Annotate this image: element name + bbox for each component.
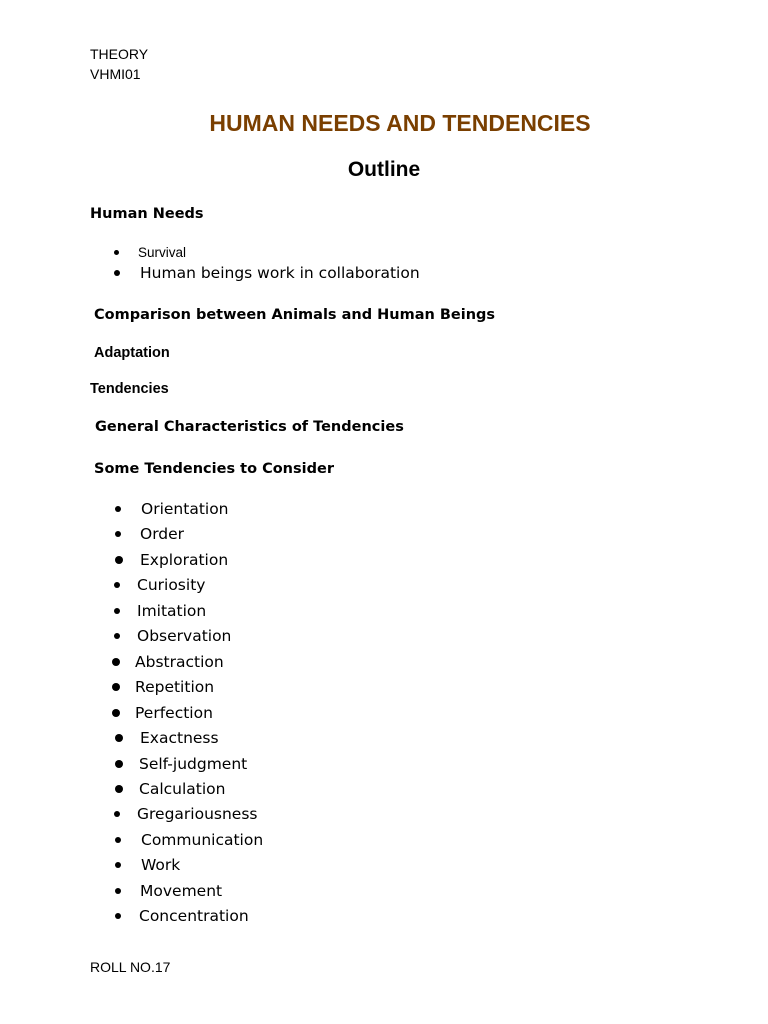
document-title: HUMAN NEEDS AND TENDENCIES bbox=[209, 110, 591, 136]
bullet-icon bbox=[114, 633, 120, 639]
tendency-item-text: Exploration bbox=[140, 550, 229, 569]
tendency-item bbox=[115, 498, 229, 520]
tendency-item-text: Movement bbox=[140, 881, 223, 900]
tendency-item-text: Concentration bbox=[139, 907, 249, 926]
tendency-item-text: Curiosity bbox=[137, 576, 206, 595]
course-label: THEORY bbox=[90, 46, 149, 62]
bullet-icon bbox=[114, 582, 120, 588]
tendency-item-text: Imitation bbox=[137, 601, 207, 620]
bullet-icon bbox=[112, 709, 120, 717]
tendency-item-text: Repetition bbox=[135, 678, 215, 697]
bullet-icon bbox=[115, 556, 123, 564]
tendency-item-text: Order bbox=[140, 525, 185, 544]
bullet-icon bbox=[115, 913, 121, 919]
tendency-item bbox=[112, 651, 224, 673]
section-comparison: Comparison between Animals and Human Beings bbox=[94, 307, 496, 323]
bullet-icon bbox=[115, 734, 123, 742]
bullet-icon bbox=[115, 837, 121, 843]
tendency-item bbox=[115, 727, 219, 749]
bullet-icon bbox=[114, 811, 120, 817]
bullet-icon bbox=[114, 250, 119, 255]
bullet-icon bbox=[114, 270, 120, 276]
tendency-item-text: Calculation bbox=[139, 779, 226, 798]
tendency-item bbox=[114, 574, 205, 596]
course-code: VHMI01 bbox=[90, 66, 141, 82]
tendency-item bbox=[115, 905, 249, 927]
outline-heading: Outline bbox=[347, 158, 421, 181]
bullet-icon bbox=[115, 760, 123, 768]
bullet-icon bbox=[115, 506, 121, 512]
tendency-item-text: Observation bbox=[137, 627, 232, 646]
tendency-item bbox=[115, 778, 225, 800]
tendency-item bbox=[112, 676, 214, 698]
tendency-item bbox=[115, 854, 180, 876]
roll-number: ROLL NO.17 bbox=[90, 959, 171, 975]
tendency-item bbox=[115, 549, 228, 571]
bullet-icon bbox=[115, 785, 123, 793]
tendency-item-text: Work bbox=[141, 856, 181, 875]
tendency-item-text: Gregariousness bbox=[137, 805, 258, 824]
tendency-item-text: Abstraction bbox=[135, 652, 224, 671]
bullet-icon bbox=[115, 531, 121, 537]
bullet-icon bbox=[112, 658, 120, 666]
list-item bbox=[114, 262, 420, 284]
section-general-characteristics: General Characteristics of Tendencies bbox=[95, 419, 404, 435]
tendency-item bbox=[114, 803, 258, 825]
tendency-item-text: Orientation bbox=[141, 500, 229, 518]
section-human-needs: Human Needs bbox=[90, 206, 204, 222]
bullet-icon bbox=[112, 683, 120, 691]
tendency-item bbox=[112, 702, 213, 724]
bullet-icon bbox=[115, 888, 121, 894]
section-adaptation: Adaptation bbox=[94, 345, 170, 361]
tendency-item-text: Self-judgment bbox=[139, 754, 248, 773]
tendency-item bbox=[115, 753, 247, 775]
list-item-text: Human beings work in collaboration bbox=[140, 264, 420, 282]
tendency-item bbox=[114, 600, 206, 622]
tendency-item bbox=[115, 523, 184, 545]
tendency-item-text: Perfection bbox=[135, 703, 213, 722]
section-some-tendencies: Some Tendencies to Consider bbox=[94, 461, 334, 477]
list-item bbox=[114, 241, 186, 263]
tendency-item bbox=[115, 829, 263, 851]
tendency-item-text: Communication bbox=[141, 830, 264, 849]
bullet-icon bbox=[114, 608, 120, 614]
section-tendencies: Tendencies bbox=[90, 381, 169, 397]
tendency-item bbox=[114, 625, 231, 647]
tendency-item bbox=[115, 880, 222, 902]
list-item-text: Survival bbox=[138, 244, 187, 260]
bullet-icon bbox=[115, 862, 121, 868]
tendency-item-text: Exactness bbox=[140, 729, 219, 748]
